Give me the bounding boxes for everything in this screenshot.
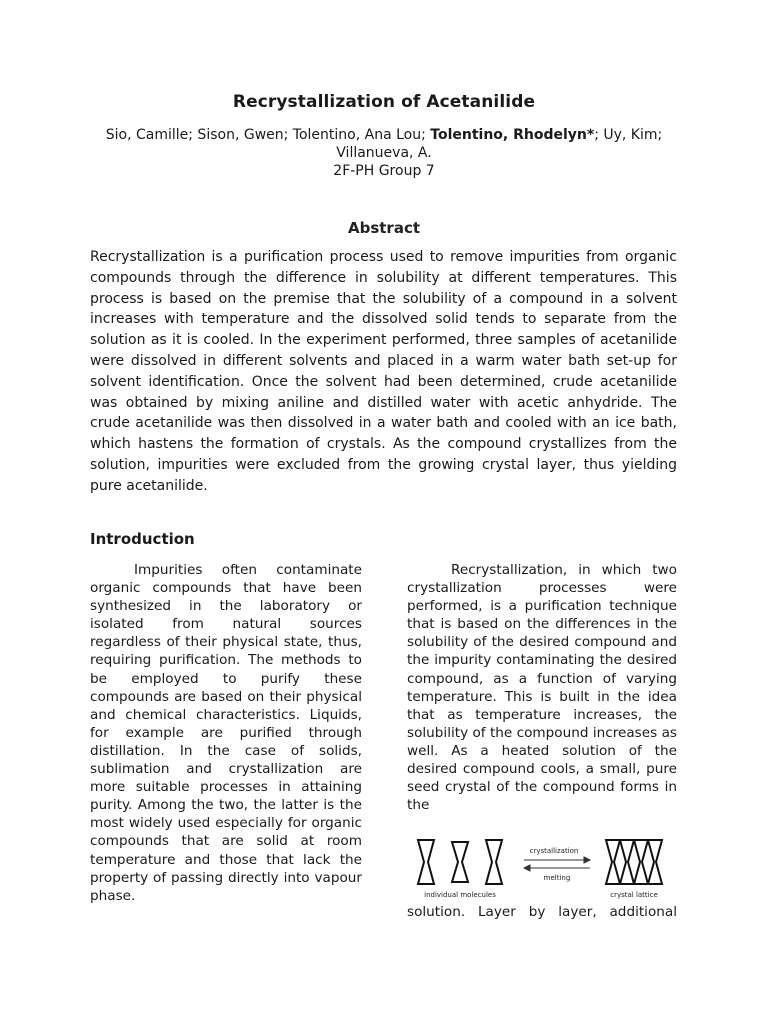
authors-part1: Sio, Camille; Sison, Gwen; Tolentino, Ana Lou;: [105, 127, 431, 143]
crystallization-figure: [414, 838, 676, 900]
corresponding-author: Tolentino, Rhodelyn*: [430, 127, 595, 143]
paper-title: Recrystallization of Acetanilide: [232, 92, 536, 112]
abstract-heading: Abstract: [347, 219, 421, 237]
group-name: 2F-PH Group 7: [333, 163, 435, 179]
introduction-column-1: Impurities often contaminate organic compounds that have been synthesized in the laboratory or isolated from natural sources regardless of their physical state, thus, requiring purification. The methods to be employed to purify these compounds are based on their physical and chemical characteristics. Liquids, for example are purified through distillation. In the case of solids, sublimation and crystallization are more suitable processes in attaining purity. Among the two, the latter is the most widely used especially for organic compounds that are solid at room temperature and those that lack the property of passing directly into vapour phase.: [90, 562, 362, 904]
label-crystallization: crystallization: [529, 847, 579, 855]
authors-part2: ; Uy, Kim; Villanueva, A.: [336, 127, 663, 161]
label-individual-molecules: individual molecules: [424, 891, 496, 899]
introduction-heading: Introduction: [90, 530, 195, 548]
author-list: [100, 126, 668, 180]
crystal-lattice-graphic: [606, 840, 662, 884]
introduction-column-2: Recrystallization, in which two crystallization processes were performed, is a purification technique that is based on the differences in the solubility of the desired compound and the impurity contaminating the desired compound, as a function of varying temperature. This is built in the idea that as temperature increases, the solubility of the compound increases as well. As a heated solution of the desired compound cools, a small, pure seed crystal of the compound forms in the: [407, 562, 677, 814]
abstract-text: Recrystallization is a purification process used to remove impurities from organic compounds through the difference in solubility at different temperatures. This process is based on the premise that the solubility of a compound in a solvent increases with temperature and the dissolved solid tends to separate from the solution as it is cooled. In the experiment performed, three samples of acetanilide were dissolved in different solvents and placed in a warm water bath set-up for solvent identification. Once the solvent had been determined, crude acetanilide was obtained by mixing aniline and distilled water with acetic anhydride. The crude acetanilide was then dissolved in a water bath and cooled with an ice bath, which hastens the formation of crystals. As the compound crystallizes from the solution, impurities were excluded from the growing crystal layer, thus yielding pure acetanilide.: [90, 249, 677, 494]
label-melting: melting: [543, 874, 571, 882]
crystallization-diagram: [414, 838, 676, 900]
individual-molecules-graphic: [418, 840, 502, 884]
process-arrows: [524, 857, 590, 871]
introduction-column-2-continued: solution. Layer by layer, additional: [407, 904, 677, 920]
label-crystal-lattice: crystal lattice: [610, 891, 658, 899]
